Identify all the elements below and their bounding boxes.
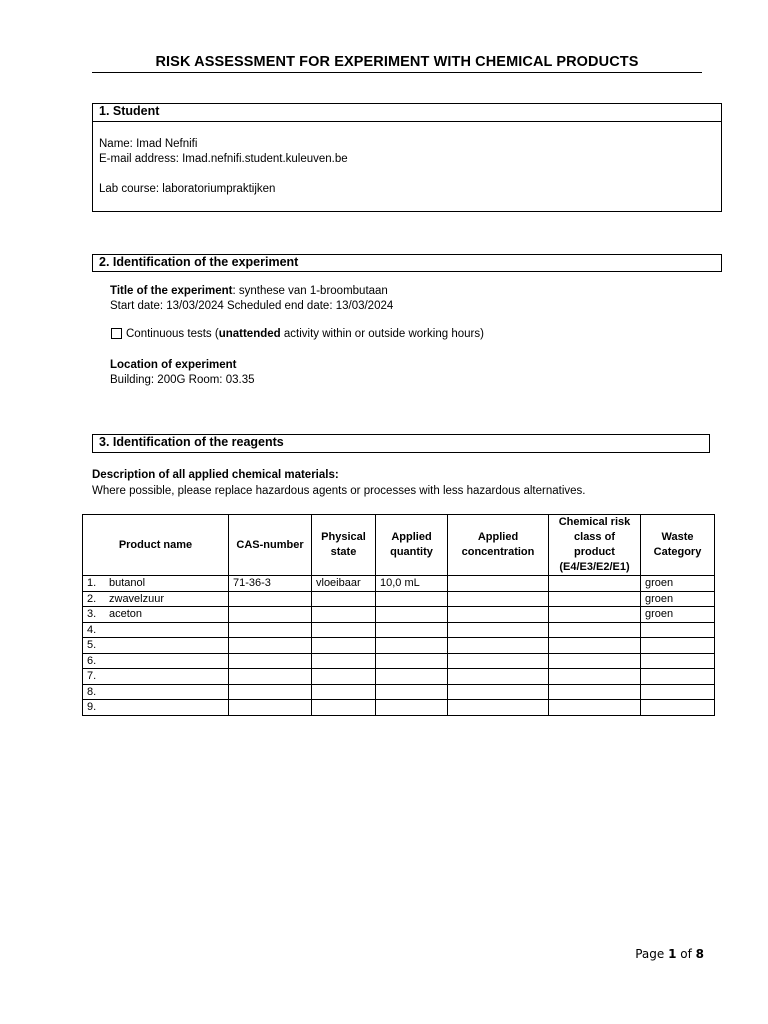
page-prefix: Page xyxy=(635,947,669,961)
experiment-heading: 2. Identification of the experiment xyxy=(92,254,722,272)
student-section xyxy=(92,103,722,212)
risk-cell[interactable] xyxy=(549,638,641,654)
product-name-cell[interactable] xyxy=(83,576,229,592)
state-cell[interactable] xyxy=(312,700,376,716)
concentration-cell[interactable] xyxy=(448,638,549,654)
cas-cell[interactable] xyxy=(229,622,312,638)
risk-cell[interactable] xyxy=(549,700,641,716)
col-applied-concentration: Applied concentration xyxy=(448,515,549,576)
waste-cell[interactable] xyxy=(641,700,715,716)
waste-cell[interactable]: groen xyxy=(641,607,715,623)
risk-cell[interactable] xyxy=(549,576,641,592)
table-row xyxy=(83,669,715,685)
row-number: 3. xyxy=(87,608,97,621)
quantity-cell[interactable] xyxy=(376,638,448,654)
page-footer xyxy=(635,947,704,961)
col-physical-state: Physical state xyxy=(312,515,376,576)
table-row xyxy=(83,607,715,623)
cas-cell[interactable]: 71-36-3 xyxy=(229,576,312,592)
quantity-cell[interactable] xyxy=(376,684,448,700)
reagents-heading: 3. Identification of the reagents xyxy=(92,434,710,453)
waste-cell[interactable] xyxy=(641,622,715,638)
risk-cell[interactable] xyxy=(549,684,641,700)
cas-cell[interactable] xyxy=(229,607,312,623)
product-name-cell[interactable] xyxy=(83,591,229,607)
title-underline xyxy=(92,72,702,73)
concentration-cell[interactable] xyxy=(448,684,549,700)
experiment-title xyxy=(110,284,388,299)
cas-cell[interactable] xyxy=(229,638,312,654)
reagents-header-row xyxy=(83,515,715,576)
col-risk-class: Chemical risk class of product (E4/E3/E2/E1) xyxy=(549,515,641,576)
table-row xyxy=(83,653,715,669)
product-name-cell[interactable] xyxy=(83,684,229,700)
product-name-cell[interactable] xyxy=(83,653,229,669)
state-cell[interactable] xyxy=(312,669,376,685)
table-row xyxy=(83,576,715,592)
experiment-title-value: : synthese van 1-broombutaan xyxy=(232,285,388,297)
table-row xyxy=(83,622,715,638)
quantity-cell[interactable] xyxy=(376,622,448,638)
continuous-tests-option[interactable] xyxy=(111,327,484,342)
table-row xyxy=(83,700,715,716)
concentration-cell[interactable] xyxy=(448,576,549,592)
col-product-name: Product name xyxy=(83,515,229,576)
experiment-dates: Start date: 13/03/2024 Scheduled end date: 13/03/2024 xyxy=(110,300,394,312)
row-number: 9. xyxy=(87,701,97,714)
state-cell[interactable] xyxy=(312,653,376,669)
state-cell[interactable] xyxy=(312,622,376,638)
cas-cell[interactable] xyxy=(229,684,312,700)
state-cell[interactable] xyxy=(312,684,376,700)
product-name-cell[interactable] xyxy=(83,700,229,716)
concentration-cell[interactable] xyxy=(448,607,549,623)
table-row xyxy=(83,591,715,607)
product-name: zwavelzuur xyxy=(109,592,165,605)
reagents-table xyxy=(82,514,715,716)
product-name: butanol xyxy=(109,577,146,590)
state-cell[interactable] xyxy=(312,638,376,654)
row-number: 4. xyxy=(87,623,97,636)
quantity-cell[interactable] xyxy=(376,653,448,669)
quantity-cell[interactable] xyxy=(376,591,448,607)
risk-cell[interactable] xyxy=(549,653,641,669)
row-number: 7. xyxy=(87,670,97,683)
product-name-cell[interactable] xyxy=(83,607,229,623)
location-value: Building: 200G Room: 03.35 xyxy=(110,374,255,386)
student-email: E-mail address: Imad.nefnifi.student.kuleuven.be xyxy=(99,153,348,165)
continuous-post: activity within or outside working hours) xyxy=(280,328,484,340)
product-name-cell[interactable] xyxy=(83,638,229,654)
concentration-cell[interactable] xyxy=(448,591,549,607)
waste-cell[interactable]: groen xyxy=(641,576,715,592)
waste-cell[interactable] xyxy=(641,684,715,700)
student-heading: 1. Student xyxy=(93,104,721,122)
document-title: RISK ASSESSMENT FOR EXPERIMENT WITH CHEMICAL PRODUCTS xyxy=(155,54,639,70)
continuous-tests-checkbox[interactable] xyxy=(111,328,122,339)
state-cell[interactable]: vloeibaar xyxy=(312,576,376,592)
page-total: 8 xyxy=(695,947,704,961)
continuous-bold: unattended xyxy=(218,328,281,340)
col-cas-number: CAS-number xyxy=(229,515,312,576)
quantity-cell[interactable] xyxy=(376,607,448,623)
row-number: 8. xyxy=(87,685,97,698)
table-row xyxy=(83,638,715,654)
row-number: 1. xyxy=(87,577,97,590)
page-of: of xyxy=(676,947,696,961)
quantity-cell[interactable] xyxy=(376,669,448,685)
risk-cell[interactable] xyxy=(549,591,641,607)
concentration-cell[interactable] xyxy=(448,700,549,716)
product-name-cell[interactable] xyxy=(83,622,229,638)
state-cell[interactable] xyxy=(312,591,376,607)
reagents-desc-label: Description of all applied chemical materials: xyxy=(92,469,339,481)
risk-cell[interactable] xyxy=(549,622,641,638)
quantity-cell[interactable] xyxy=(376,700,448,716)
risk-cell[interactable] xyxy=(549,607,641,623)
waste-cell[interactable]: groen xyxy=(641,591,715,607)
cas-cell[interactable] xyxy=(229,700,312,716)
waste-cell[interactable] xyxy=(641,669,715,685)
cas-cell[interactable] xyxy=(229,653,312,669)
row-number: 5. xyxy=(87,639,97,652)
lab-course: Lab course: laboratoriumpraktijken xyxy=(99,183,276,195)
location-label: Location of experiment xyxy=(110,359,237,371)
col-applied-quantity: Applied quantity xyxy=(376,515,448,576)
reagents-desc-note: Where possible, please replace hazardous agents or processes with less hazardous alternatives. xyxy=(92,485,586,497)
state-cell[interactable] xyxy=(312,607,376,623)
concentration-cell[interactable] xyxy=(448,669,549,685)
waste-cell[interactable] xyxy=(641,653,715,669)
cas-cell[interactable] xyxy=(229,669,312,685)
page-number: 1 xyxy=(668,947,677,961)
cas-cell[interactable] xyxy=(229,591,312,607)
table-row xyxy=(83,684,715,700)
col-waste-category: Waste Category xyxy=(641,515,715,576)
row-number: 2. xyxy=(87,592,97,605)
risk-cell[interactable] xyxy=(549,669,641,685)
waste-cell[interactable] xyxy=(641,638,715,654)
student-name: Name: Imad Nefnifi xyxy=(99,138,198,150)
concentration-cell[interactable] xyxy=(448,622,549,638)
continuous-pre: Continuous tests ( xyxy=(126,328,219,340)
concentration-cell[interactable] xyxy=(448,653,549,669)
experiment-title-label: Title of the experiment xyxy=(110,285,233,297)
product-name-cell[interactable] xyxy=(83,669,229,685)
product-name: aceton xyxy=(109,608,143,621)
row-number: 6. xyxy=(87,654,97,667)
quantity-cell[interactable]: 10,0 mL xyxy=(376,576,448,592)
